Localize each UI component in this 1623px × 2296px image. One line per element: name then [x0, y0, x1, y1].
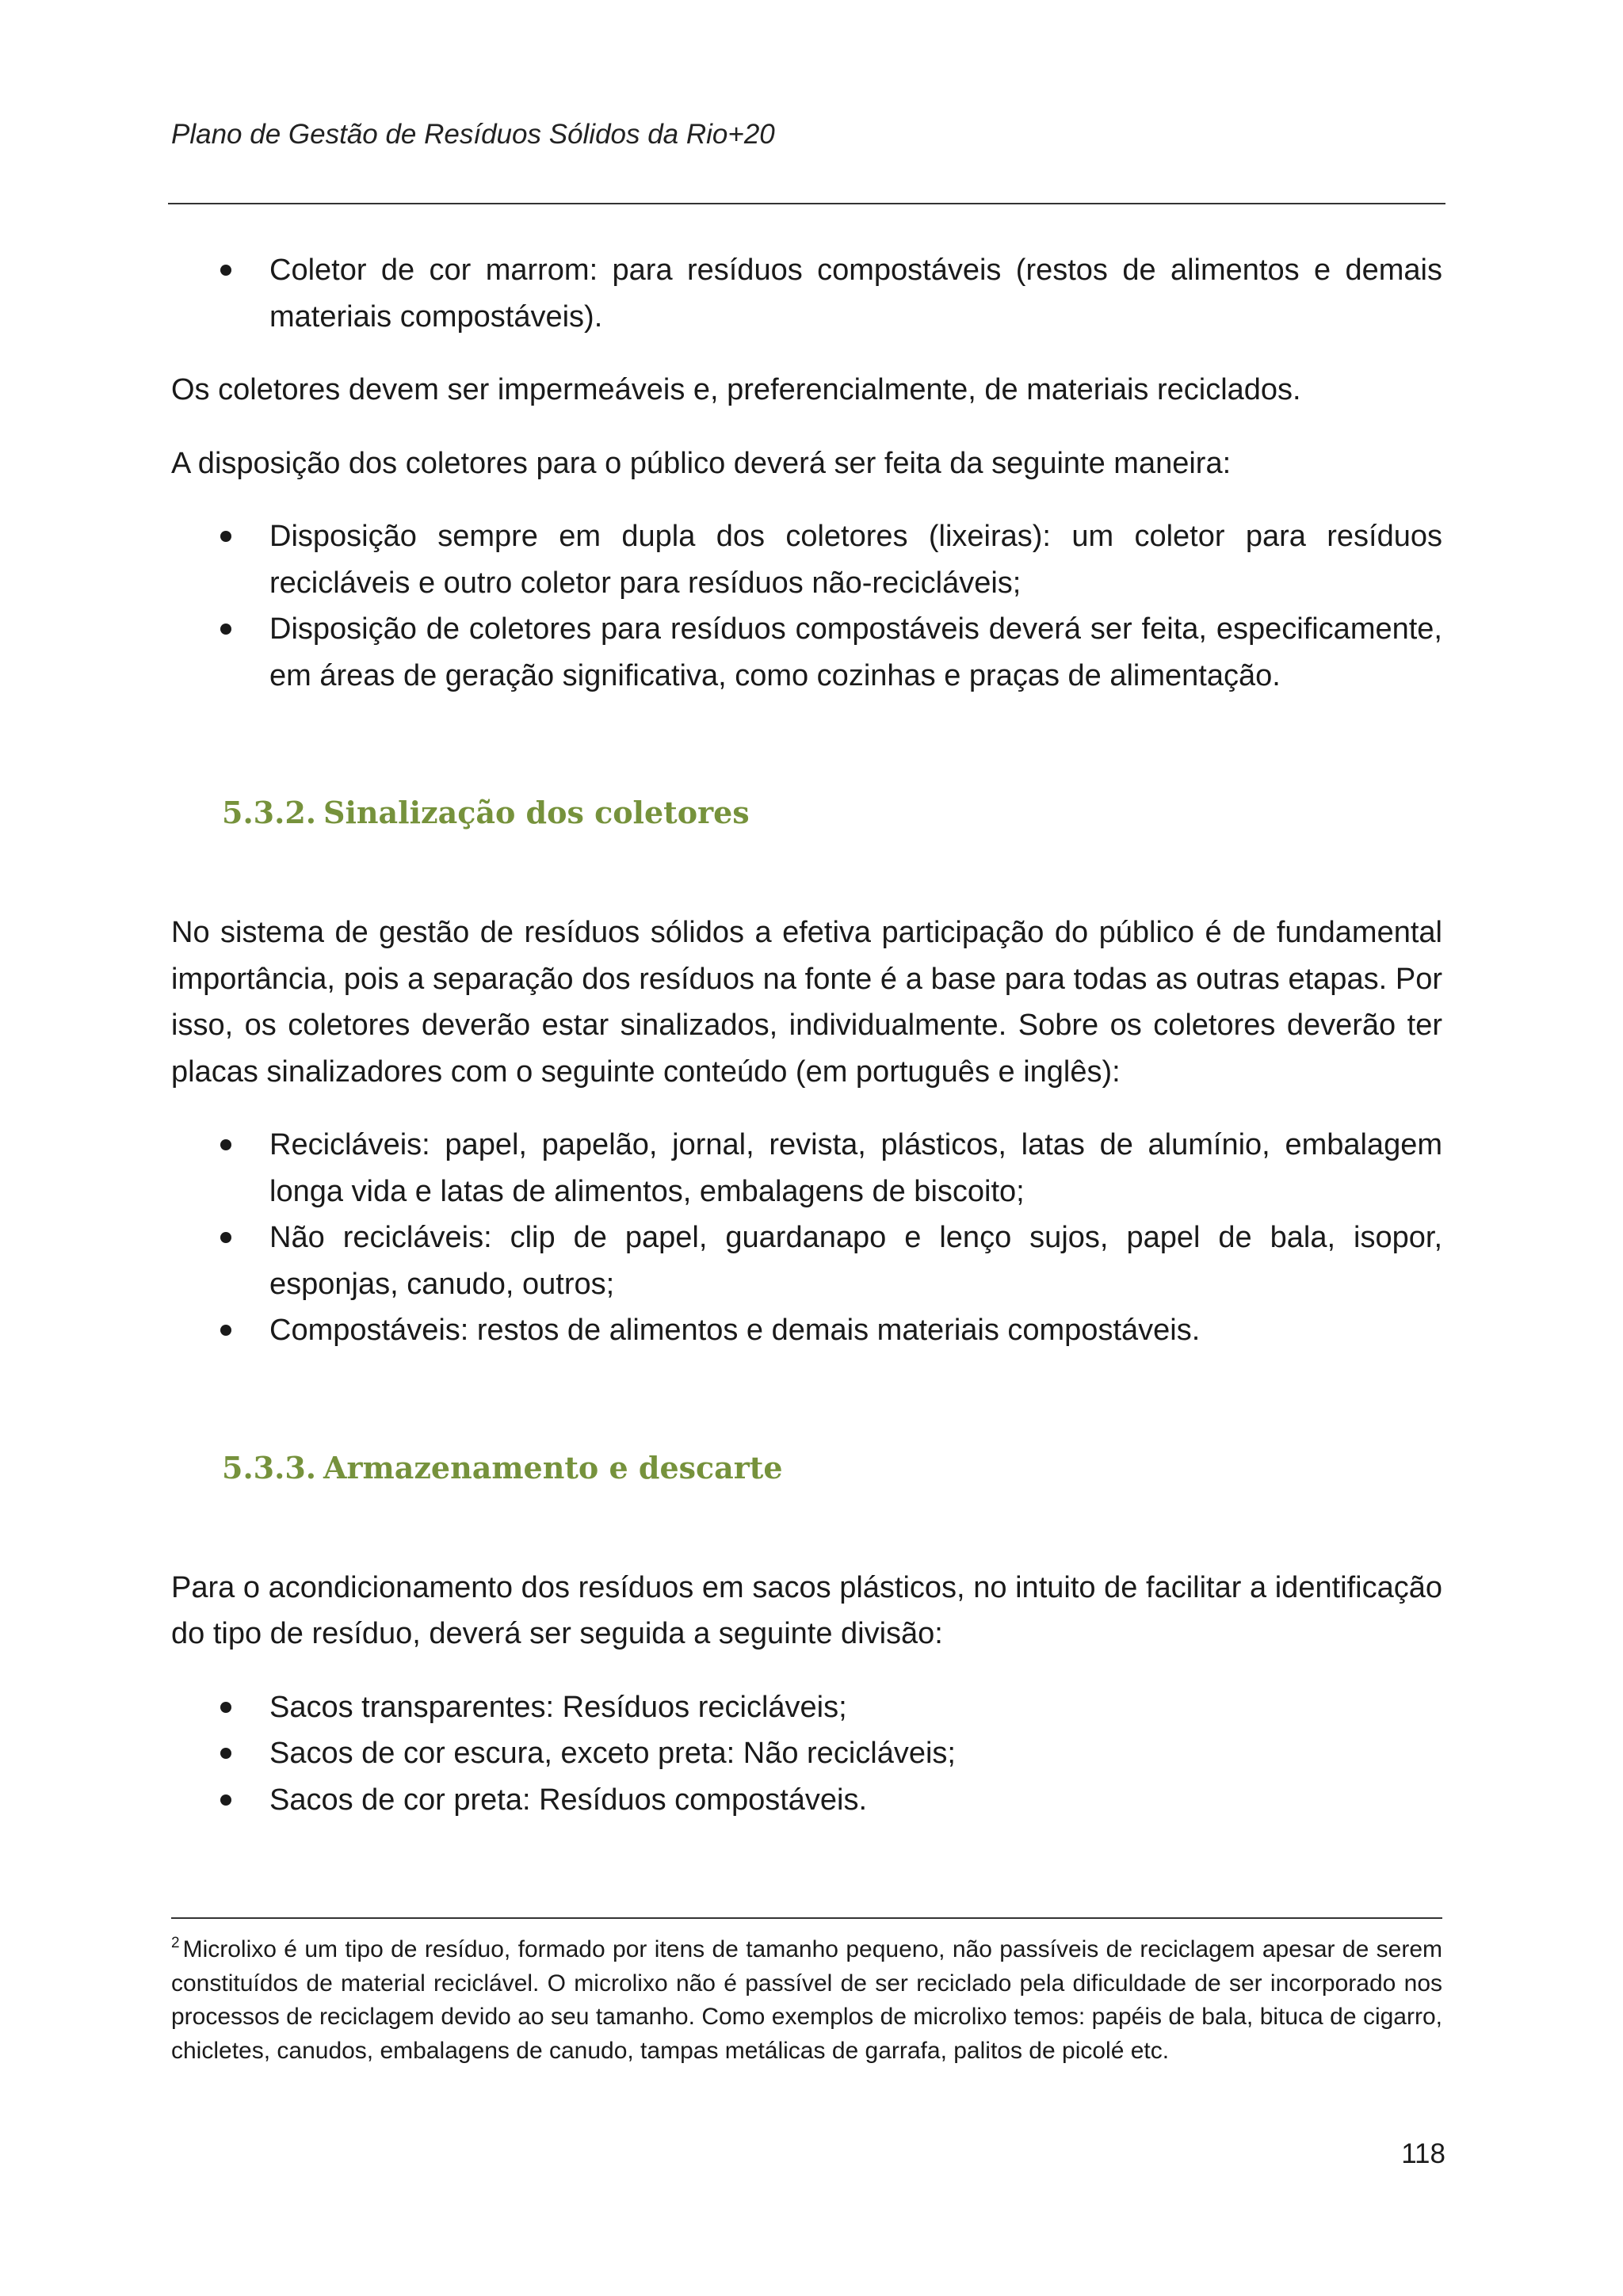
bullet-icon [220, 265, 231, 276]
section-title: Armazenamento e descarte [323, 1449, 783, 1486]
section-title: Sinalização dos coletores [323, 795, 750, 830]
footnote-marker: 2 [171, 1935, 180, 1951]
list-item [171, 1730, 1442, 1777]
list-item-text: Sacos de cor escura, exceto preta: Não recicláveis; [269, 1737, 956, 1770]
footnote-text: Microlixo é um tipo de resíduo, formado por itens de tamanho pequeno, não passíveis de reciclagem apesar de serem constituídos de material reciclável. O microlixo não é passível de ser reciclado pela dificuldade de ser incorporado nos processos de reciclagem devido ao seu tamanho. Como exemplos de microlixo temos: papéis de bala, bituca de cigarro, chicletes, canudos, embalagens de canudo, tampas metálicas de garrafa, palitos de picolé etc. [171, 1936, 1442, 2064]
bullet-icon [220, 1702, 231, 1713]
paragraph: A disposição dos coletores para o público deverá ser feita da seguinte maneira: [171, 446, 1232, 480]
list-item [171, 1307, 1442, 1354]
page-number: 118 [1401, 2138, 1445, 2169]
bullet-icon [220, 1748, 231, 1759]
list-item [171, 1777, 1442, 1824]
footnote-divider [171, 1917, 1442, 1919]
running-header: Plano de Gestão de Resíduos Sólidos da Rio+20 [171, 119, 775, 150]
list-item-text: Não recicláveis: clip de papel, guardanapo e lenço sujos, papel de bala, isopor, esponjas, canudo, outros; [269, 1221, 1442, 1301]
list-item-text: Compostáveis: restos de alimentos e demais materiais compostáveis. [269, 1314, 1201, 1347]
list-item [171, 247, 1442, 340]
list-item [171, 1215, 1442, 1307]
list-item-text: Recicláveis: papel, papelão, jornal, revista, plásticos, latas de alumínio, embalagem longa vida e latas de alimentos, embalagens de biscoito; [269, 1128, 1442, 1208]
header-divider [168, 203, 1445, 204]
paragraph: No sistema de gestão de resíduos sólidos a efetiva participação do público é de fundamental importância, pois a separação dos resíduos na fonte é a base para todas as outras etapas. Por isso, os coletores deverão estar sinalizados, individualmente. Sobre os coletores deverão ter placas sinalizadores com o seguinte conteúdo (em português e inglês): [171, 916, 1442, 1089]
section-heading-5-3-3 [171, 1449, 1442, 1487]
section-number: 5.3.2. [222, 795, 317, 830]
disposition-bullet-list [171, 513, 1442, 699]
list-item [171, 513, 1442, 606]
list-item [171, 606, 1442, 699]
section-number: 5.3.3. [222, 1449, 317, 1486]
section-heading-5-3-2 [171, 794, 1442, 832]
signage-bullet-list [171, 1122, 1442, 1354]
bullet-icon [220, 624, 231, 635]
list-item-text: Sacos transparentes: Resíduos recicláveis; [269, 1690, 847, 1724]
bullet-icon [220, 531, 231, 542]
list-item [171, 1122, 1442, 1215]
list-item-text: Disposição de coletores para resíduos compostáveis deverá ser feita, especificamente, em áreas de geração significativa, como cozinhas e praças de alimentação. [269, 612, 1442, 692]
bullet-icon [220, 1139, 231, 1150]
list-item [171, 1684, 1442, 1731]
bullet-icon [220, 1794, 231, 1806]
list-item-text: Coletor de cor marrom: para resíduos compostáveis (restos de alimentos e demais materiais compostáveis). [269, 254, 1442, 334]
bullet-icon [220, 1232, 231, 1243]
list-item-text: Sacos de cor preta: Resíduos compostáveis. [269, 1783, 868, 1817]
paragraph: Para o acondicionamento dos resíduos em sacos plásticos, no intuito de facilitar a identificação do tipo de resíduo, deverá ser seguida a seguinte divisão: [171, 1570, 1442, 1650]
intro-bullet-list [171, 247, 1442, 340]
document-page [171, 0, 1445, 2296]
footnote [171, 1933, 1442, 2068]
paragraph: Os coletores devem ser impermeáveis e, preferencialmente, de materiais reciclados. [171, 373, 1301, 406]
list-item-text: Disposição sempre em dupla dos coletores (lixeiras): um coletor para resíduos recicláveis e outro coletor para resíduos não-recicláveis; [269, 520, 1442, 600]
main-content [171, 247, 1442, 1850]
bullet-icon [220, 1325, 231, 1336]
storage-bullet-list [171, 1684, 1442, 1824]
